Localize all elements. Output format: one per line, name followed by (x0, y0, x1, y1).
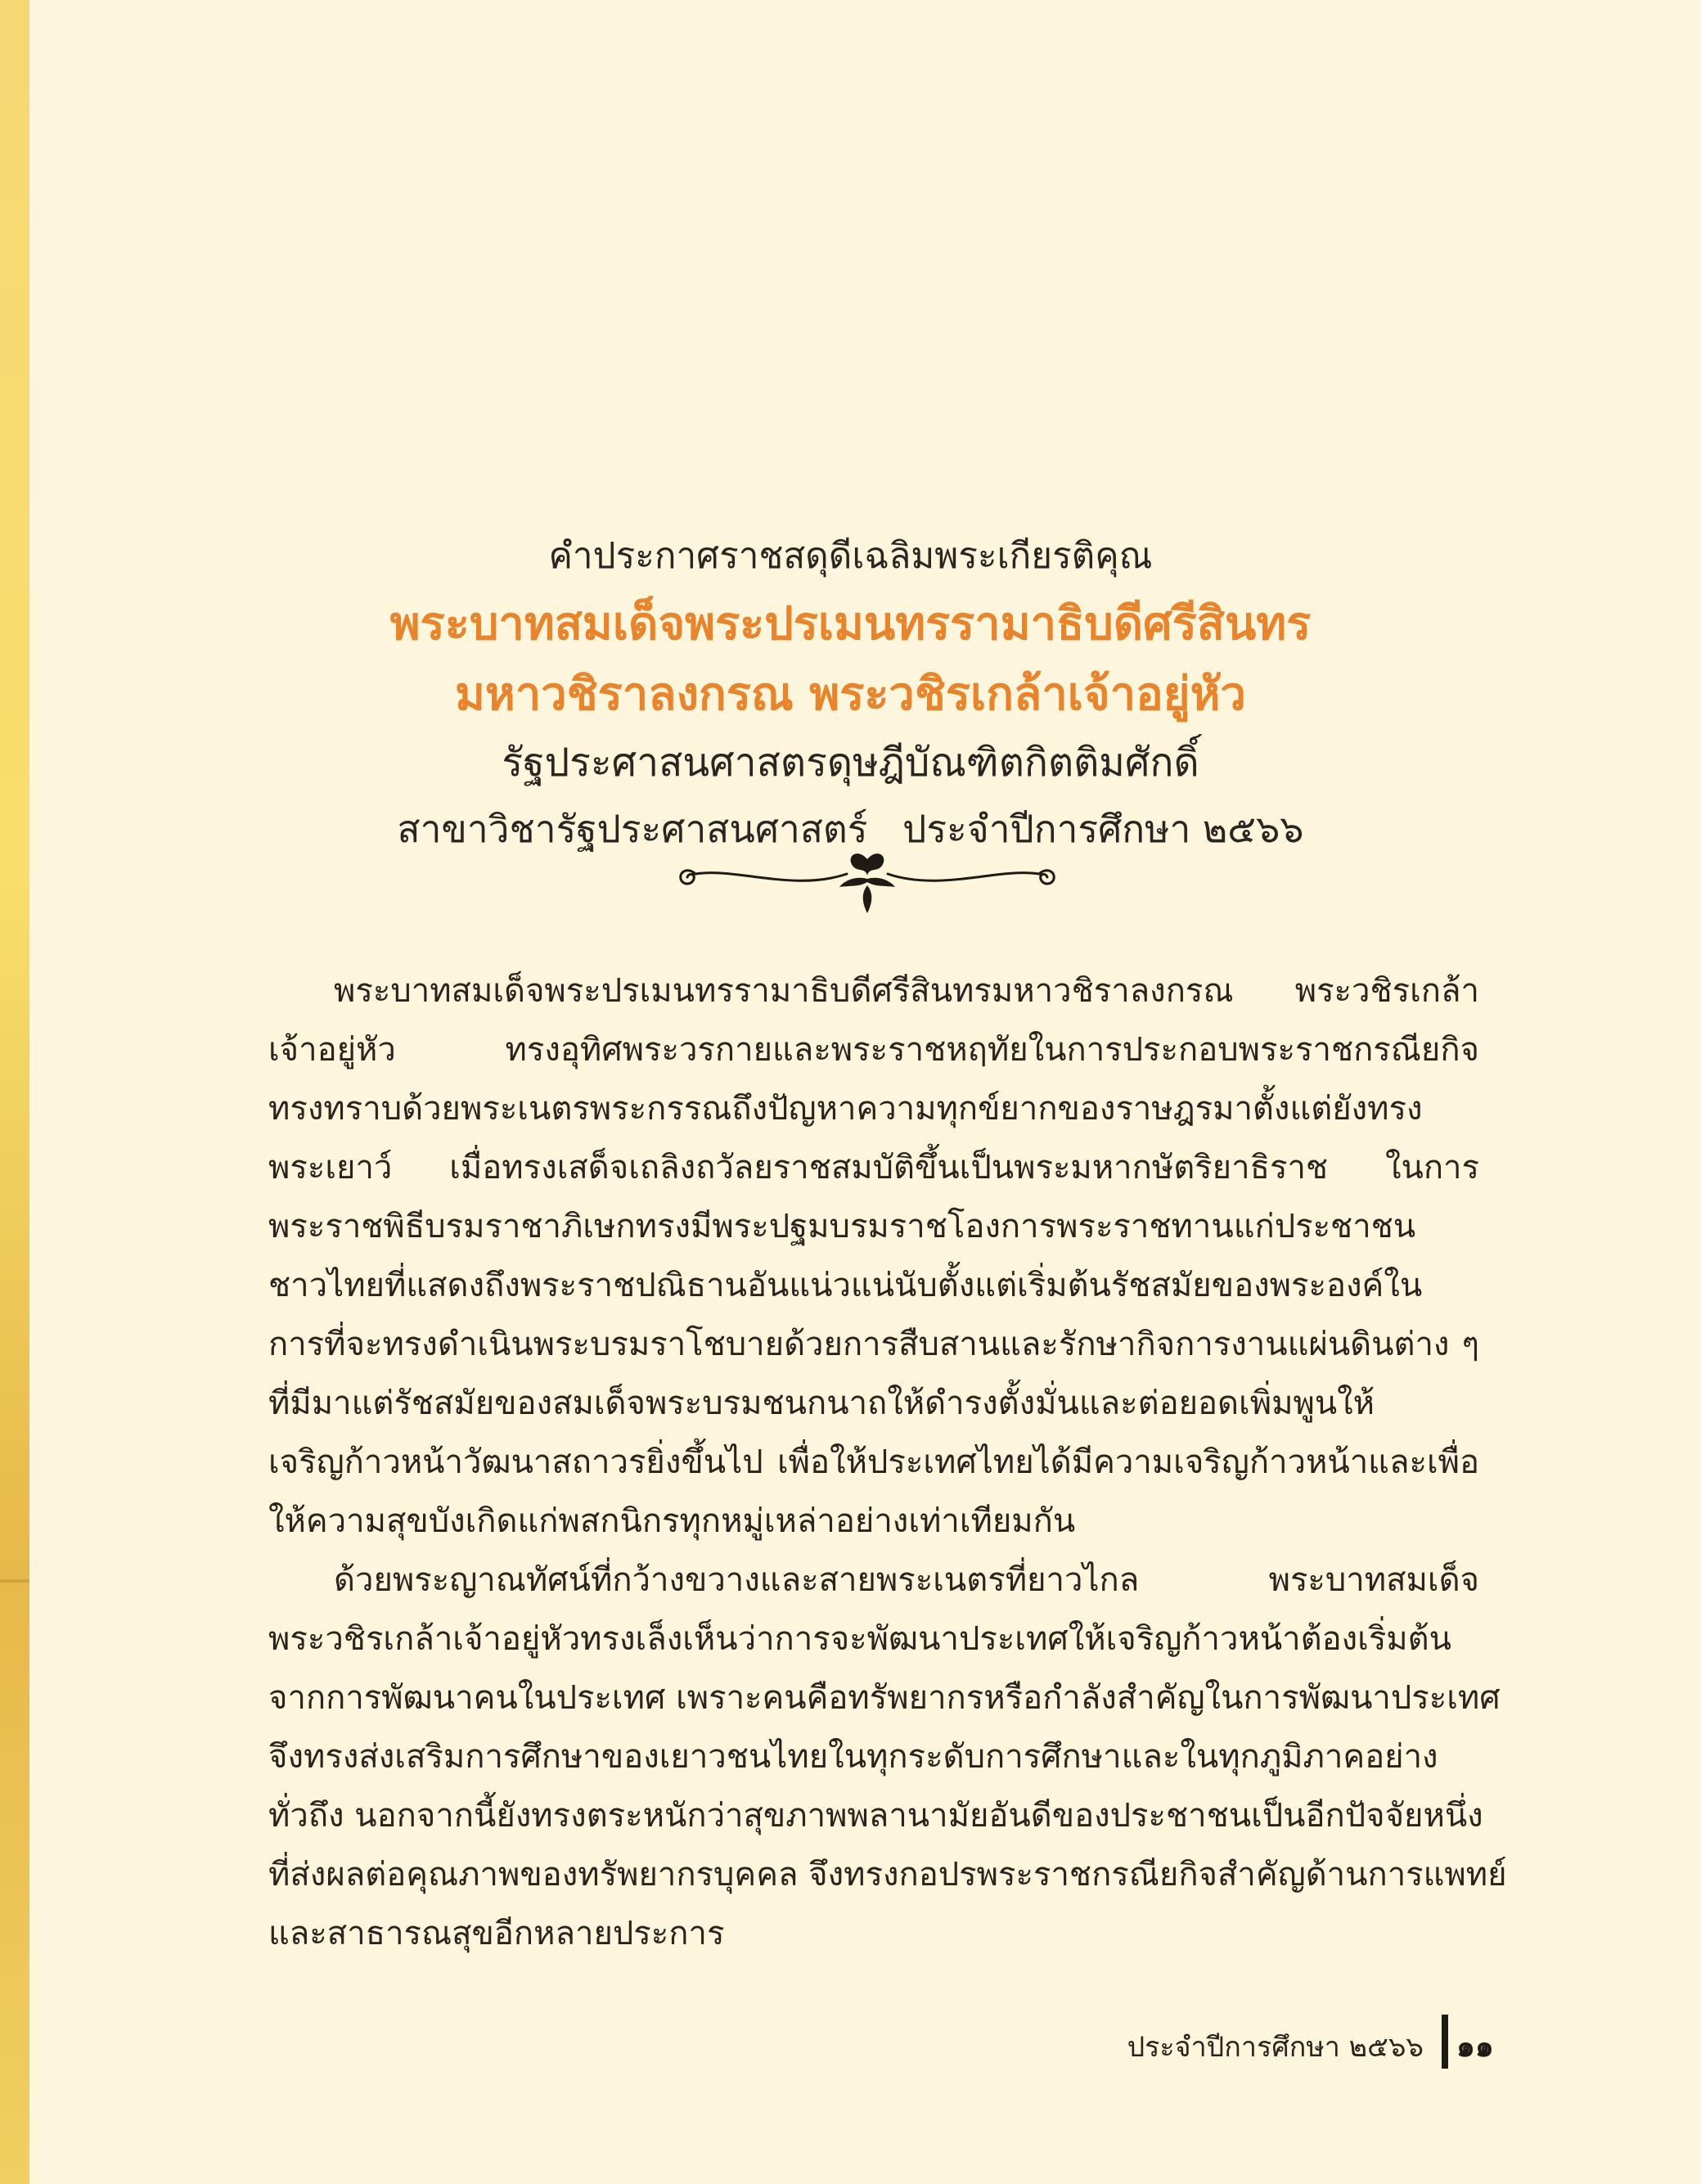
heading-field: สาขาวิชารัฐประศาสนศาสตร์ (397, 807, 868, 851)
footer-academic-year: ประจำปีการศึกษา ๒๕๖๖ (1127, 2031, 1424, 2064)
footer-divider (1442, 2015, 1448, 2069)
body-line: พระเยาว์ เมื่อทรงเสด็จเถลิงถวัลยราชสมบัติขึ้นเป็นพระมหากษัตริยาธิราช ในการ (268, 1149, 1479, 1187)
body-line: พระบาทสมเด็จพระปรเมนทรรามาธิบดีศรีสินทรมหาวชิราลงกรณ พระวชิรเกล้า (334, 972, 1479, 1010)
heading-degree: รัฐประศาสนศาสตรดุษฎีบัณฑิตกิตติมศักดิ์ (502, 740, 1199, 786)
body-line: เจริญก้าวหน้าวัฒนาสถาวรยิ่งขึ้นไป เพื่อให้ประเทศไทยได้มีความเจริญก้าวหน้าและเพื่อ (268, 1443, 1479, 1481)
ornament-divider-icon (671, 843, 1064, 916)
body-line: ทรงทราบด้วยพระเนตรพระกรรณถึงปัญหาความทุกข์ยากของราษฎรมาตั้งแต่ยังทรง (268, 1090, 1423, 1128)
heading-royal-name-2: มหาวชิราลงกรณ พระวชิรเกล้าเจ้าอยู่หัว (455, 668, 1246, 721)
band-seam (0, 1579, 29, 1583)
heading-royal-name-1: พระบาทสมเด็จพระปรเมนทรรามาธิบดีศรีสินทร (389, 597, 1312, 651)
body-line: การที่จะทรงดำเนินพระบรมราโชบายด้วยการสืบสานและรักษากิจการงานแผ่นดินต่าง ๆ (268, 1326, 1479, 1363)
body-line: และสาธารณสุขอีกหลายประการ (268, 1915, 725, 1952)
body-line: ทั่วถึง นอกจากนี้ยังทรงตระหนักว่าสุขภาพพลานามัยอันดีของประชาชนเป็นอีกปัจจัยหนึ่ง (268, 1797, 1483, 1835)
body-line: ที่ส่งผลต่อคุณภาพของทรัพยากรบุคคล จึงทรงกอปรพระราชกรณียกิจสำคัญด้านการแพทย์ (268, 1856, 1507, 1894)
body-line: ให้ความสุขบังเกิดแก่พสกนิกรทุกหมู่เหล่าอย่างเท่าเทียมกัน (268, 1502, 1076, 1540)
body-line: จึงทรงส่งเสริมการศึกษาของเยาวชนไทยในทุกระดับการศึกษาและในทุกภูมิภาคอย่าง (268, 1738, 1438, 1776)
body-line: พระราชพิธีบรมราชาภิเษกทรงมีพระปฐมบรมราชโองการพระราชทานแก่ประชาชน (268, 1208, 1416, 1245)
heading-block (0, 524, 1701, 862)
body-line: จากการพัฒนาคนในประเทศ เพราะคนคือทรัพยากรหรือกำลังสำคัญในการพัฒนาประเทศ (268, 1679, 1501, 1717)
body-text (268, 961, 1507, 1963)
body-line: ด้วยพระญาณทัศน์ที่กว้างขวางและสายพระเนตรที่ยาวไกล พระบาทสมเด็จ (334, 1561, 1479, 1599)
page-number: ๑๑ (1456, 2030, 1494, 2064)
heading-year: ประจำปีการศึกษา ๒๕๖๖ (902, 807, 1304, 851)
page-footer (1121, 2015, 1494, 2072)
body-line: เจ้าอยู่หัว ทรงอุทิศพระวรกายและพระราชหฤทัยในการประกอบพระราชกรณียกิจ (268, 1031, 1479, 1069)
body-line: ชาวไทยที่แสดงถึงพระราชปณิธานอันแน่วแน่นับตั้งแต่เริ่มต้นรัชสมัยของพระองค์ใน (268, 1267, 1423, 1304)
body-line: ที่มีมาแต่รัชสมัยของสมเด็จพระบรมชนกนาถให้ดำรงตั้งมั่นและต่อยอดเพิ่มพูนให้ (268, 1385, 1375, 1422)
heading-proclamation: คำประกาศราชสดุดีเฉลิมพระเกียรติคุณ (548, 535, 1153, 577)
body-line: พระวชิรเกล้าเจ้าอยู่หัวทรงเล็งเห็นว่าการจะพัฒนาประเทศให้เจริญก้าวหน้าต้องเริ่มต้น (268, 1620, 1451, 1658)
left-decorative-band (0, 0, 29, 2184)
